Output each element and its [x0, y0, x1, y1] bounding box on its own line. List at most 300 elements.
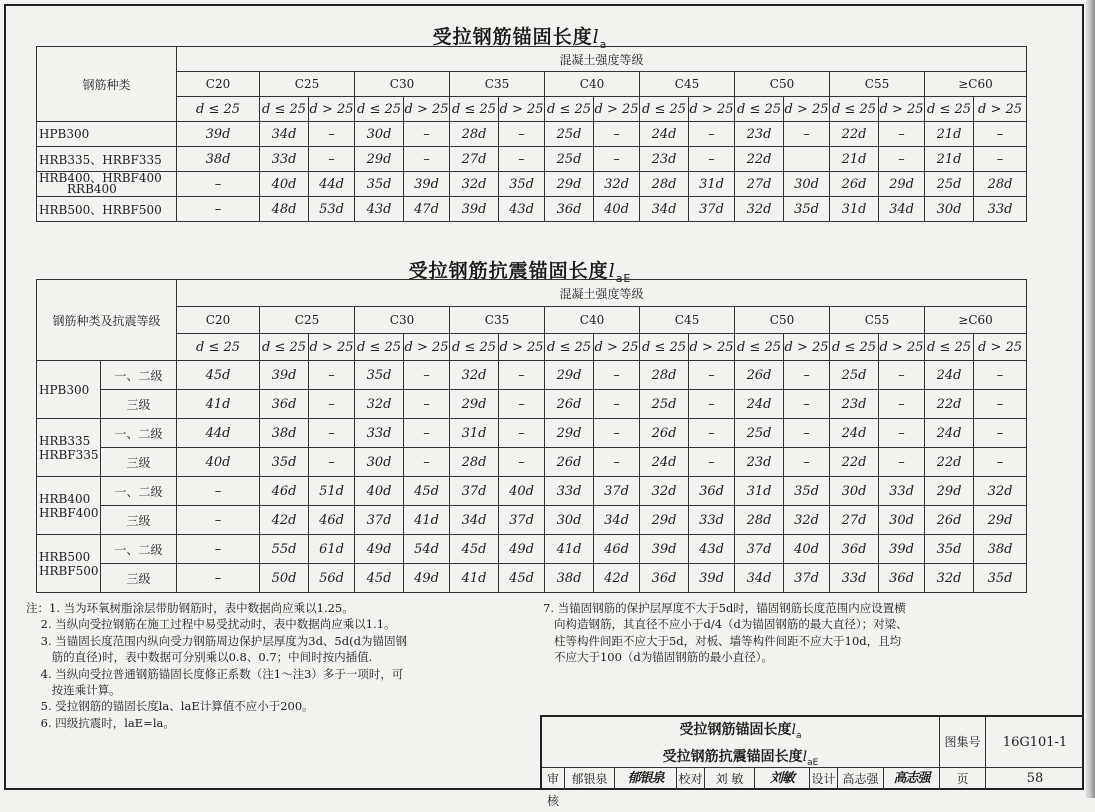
sub-header-le: d ≤ 25 [545, 334, 594, 361]
table-row [37, 390, 1027, 419]
table-cell: – [499, 147, 545, 172]
grade-header: C35 [450, 72, 545, 97]
design-label: 设计 [810, 768, 838, 790]
table-cell: 41d [404, 506, 450, 535]
steel-type-line: HRB400、HRBF400 [39, 171, 162, 185]
table-cell: 35d [925, 535, 974, 564]
table-row [37, 147, 1027, 172]
table-cell: 33d [545, 477, 594, 506]
table-cell: – [689, 361, 735, 390]
table-cell: 24d [735, 390, 784, 419]
table-cell: 30d [355, 448, 404, 477]
sub-header-gt: d > 25 [309, 97, 355, 122]
sub-header-le: d ≤ 25 [925, 334, 974, 361]
table-cell: 34d [450, 506, 499, 535]
note-line: 注：1. 当为环氧树脂涂层带肋钢筋时，表中数据尚应乘以1.25。 [26, 601, 354, 615]
table-cell: 37d [450, 477, 499, 506]
table-cell: – [879, 122, 925, 147]
table-cell: 31d [689, 172, 735, 197]
table-cell: 21d [925, 122, 974, 147]
table-cell: 28d [735, 506, 784, 535]
sub-header-le: d ≤ 25 [640, 97, 689, 122]
steel-type-label [37, 419, 101, 477]
table-row [37, 197, 1027, 222]
table-cell: 37d [355, 506, 404, 535]
grade-header: C20 [177, 72, 260, 97]
table-cell: 33d [974, 197, 1027, 222]
table-cell: 36d [689, 477, 735, 506]
note-line: 3. 当锚固长度范围内纵向受力钢筋周边保护层厚度为3d、5d(d为锚固钢 [26, 633, 407, 648]
table-cell: 29d [545, 172, 594, 197]
steel-type-label [37, 361, 101, 419]
table-row [37, 361, 1027, 390]
table-cell: 42d [260, 506, 309, 535]
table-cell: – [404, 419, 450, 448]
table-cell: – [974, 390, 1027, 419]
reviewer-signature: 郁银泉 [615, 768, 677, 790]
note-line: 4. 当纵向受拉普通钢筋锚固长度修正系数（注1～注3）多于一项时，可 [26, 666, 404, 681]
table-cell: 23d [640, 147, 689, 172]
table-cell: 55d [260, 535, 309, 564]
title-block [540, 715, 1084, 808]
table-cell: – [784, 122, 830, 147]
table-cell: 35d [499, 172, 545, 197]
steel-type-label [37, 172, 177, 197]
table-cell: – [177, 197, 260, 222]
table-cell: 53d [309, 197, 355, 222]
table-cell: 26d [545, 390, 594, 419]
check-label: 校对 [677, 768, 705, 790]
note-line: 向构造钢筋，其直径不应小于d/4（d为锚固钢筋的最大直径）；对梁、 [543, 617, 908, 632]
table-cell: 25d [830, 361, 879, 390]
sub-header-gt: d > 25 [689, 334, 735, 361]
sub-header-gt: d > 25 [784, 334, 830, 361]
grade-header: C40 [545, 307, 640, 334]
table-cell: – [177, 535, 260, 564]
seismic-level-label: 一、二级 [101, 477, 177, 506]
table-cell: 39d [260, 361, 309, 390]
grade-header: C45 [640, 307, 735, 334]
steel-type-line: HRBF335 [39, 447, 99, 462]
table-cell: 27d [450, 147, 499, 172]
grade-header: C30 [355, 72, 450, 97]
table-cell: 39d [404, 172, 450, 197]
table-cell: 35d [355, 172, 404, 197]
table-cell: – [784, 419, 830, 448]
table-cell: – [784, 448, 830, 477]
table1-title: 受拉钢筋锚固长度$l_a$ [432, 26, 608, 51]
table-cell: 27d [830, 506, 879, 535]
table-cell: 22d [830, 122, 879, 147]
table-cell: 61d [309, 535, 355, 564]
grade-header: C35 [450, 307, 545, 334]
table-cell: 28d [450, 448, 499, 477]
table-cell [784, 147, 830, 172]
table-row [37, 448, 1027, 477]
table-cell: 29d [974, 506, 1027, 535]
table-cell: 25d [640, 390, 689, 419]
table-cell: 38d [974, 535, 1027, 564]
grade-header: C45 [640, 72, 735, 97]
grade-header: C25 [260, 72, 355, 97]
steel-type-line: HRBF400 [39, 505, 99, 520]
table-cell: – [309, 122, 355, 147]
sub-header-le: d ≤ 25 [545, 97, 594, 122]
table-cell: – [499, 361, 545, 390]
table-cell: 29d [450, 390, 499, 419]
table-cell: 34d [735, 564, 784, 593]
table-cell: – [594, 448, 640, 477]
table-cell: 32d [640, 477, 689, 506]
table-cell: 33d [355, 419, 404, 448]
table-cell: – [879, 147, 925, 172]
table-cell: 28d [640, 172, 689, 197]
seismic-level-label: 三级 [101, 506, 177, 535]
table-cell: 35d [784, 197, 830, 222]
sub-header-le: d ≤ 25 [260, 334, 309, 361]
table-cell: 45d [355, 564, 404, 593]
table-cell: – [404, 122, 450, 147]
grade-header: C50 [735, 307, 830, 334]
table-cell: – [499, 390, 545, 419]
table-cell: – [689, 419, 735, 448]
steel-type-label [37, 535, 101, 593]
table-cell: 26d [925, 506, 974, 535]
table-row [37, 172, 1027, 197]
table-cell: 29d [925, 477, 974, 506]
table-cell: 38d [545, 564, 594, 593]
grade-header: C25 [260, 307, 355, 334]
sub-header-gt: d > 25 [309, 334, 355, 361]
steel-type-line: HPB300 [39, 382, 90, 397]
table-cell: 24d [640, 122, 689, 147]
table-cell: 28d [974, 172, 1027, 197]
table-cell: 46d [309, 506, 355, 535]
note-line: 柱等构件间距不应大于5d，对板、墙等构件间距不应大于10d，且均 [543, 633, 902, 648]
table-cell: – [689, 390, 735, 419]
table-cell: 32d [355, 390, 404, 419]
seismic-level-label: 三级 [101, 564, 177, 593]
table-cell: 25d [545, 122, 594, 147]
table-cell: 26d [545, 448, 594, 477]
sub-header-gt: d > 25 [879, 334, 925, 361]
table-cell: 41d [545, 535, 594, 564]
table-cell: – [594, 147, 640, 172]
sub-header-gt: d > 25 [594, 97, 640, 122]
note-line: 5. 受拉钢筋的锚固长度la、laE计算值不应小于200。 [26, 699, 314, 714]
table-cell: 33d [260, 147, 309, 172]
table-cell: – [784, 390, 830, 419]
table-cell: 23d [735, 448, 784, 477]
table-cell: 30d [545, 506, 594, 535]
note-line: 筋的直径)时，表中数据可分别乘以0.8、0.7；中间时按内插值. [26, 650, 373, 665]
anchorage-length-table [36, 46, 1027, 222]
sub-header-gt: d > 25 [784, 97, 830, 122]
table-cell: – [309, 147, 355, 172]
table-cell: – [499, 122, 545, 147]
row-header: 钢筋种类 [37, 47, 177, 122]
table-cell: 29d [545, 419, 594, 448]
designer-signature: 高志强 [884, 768, 940, 790]
table-cell: 56d [309, 564, 355, 593]
table-cell: 27d [735, 172, 784, 197]
table-cell: 37d [689, 197, 735, 222]
table-cell: – [404, 448, 450, 477]
table-cell: 41d [450, 564, 499, 593]
table-cell: 29d [355, 147, 404, 172]
page-edge-shadow [1086, 0, 1095, 798]
table-cell: 25d [925, 172, 974, 197]
table-cell: 32d [450, 361, 499, 390]
table-cell: 41d [177, 390, 260, 419]
sub-header-le: d ≤ 25 [260, 97, 309, 122]
table-cell: – [689, 147, 735, 172]
table-cell: 23d [830, 390, 879, 419]
table-cell: – [404, 147, 450, 172]
steel-type-line: HRB500 [39, 549, 91, 564]
sub-header-gt: d > 25 [499, 97, 545, 122]
table-cell: – [594, 122, 640, 147]
table-cell: 49d [404, 564, 450, 593]
table-cell: 40d [260, 172, 309, 197]
table-cell: 30d [879, 506, 925, 535]
sub-header-le: d ≤ 25 [450, 334, 499, 361]
table-cell: – [689, 122, 735, 147]
table2-title: 受拉钢筋抗震锚固长度$l_{aE}$ [408, 260, 632, 285]
table-cell: 23d [735, 122, 784, 147]
note-line: 不应大于100（d为锚固钢筋的最小直径）。 [543, 650, 774, 665]
grade-header: C20 [177, 307, 260, 334]
table-cell: 37d [784, 564, 830, 593]
table-cell: 37d [735, 535, 784, 564]
table-cell: – [974, 448, 1027, 477]
sub-header-gt: d > 25 [879, 97, 925, 122]
table-cell: – [974, 147, 1027, 172]
note-line: 按连乘计算。 [26, 683, 121, 698]
table-cell: 22d [735, 147, 784, 172]
table-row [37, 564, 1027, 593]
table-cell: – [974, 419, 1027, 448]
table-cell: 36d [879, 564, 925, 593]
table-cell: 24d [640, 448, 689, 477]
notes-right [543, 600, 908, 666]
table-cell: 40d [499, 477, 545, 506]
seismic-anchorage-length-table [36, 279, 1027, 593]
sub-header-gt: d > 25 [594, 334, 640, 361]
table-cell: 32d [974, 477, 1027, 506]
table-cell: 32d [925, 564, 974, 593]
table-cell: 46d [260, 477, 309, 506]
sub-header-le: d ≤ 25 [355, 97, 404, 122]
table-cell: 51d [309, 477, 355, 506]
table-cell: 44d [309, 172, 355, 197]
table-cell: 28d [450, 122, 499, 147]
steel-type-label: HRB500、HRBF500 [37, 197, 177, 222]
table-cell: 37d [594, 477, 640, 506]
table-row [37, 535, 1027, 564]
table-cell: 39d [177, 122, 260, 147]
table-cell: – [404, 361, 450, 390]
checker-signature: 刘敏 [755, 768, 810, 790]
note-line: 2. 当纵向受拉钢筋在施工过程中易受扰动时，表中数据尚应乘以1.1。 [26, 617, 396, 632]
sub-header-le: d ≤ 25 [735, 97, 784, 122]
table-cell: 24d [830, 419, 879, 448]
table-cell: 30d [784, 172, 830, 197]
table-row [37, 122, 1027, 147]
table-cell: 39d [689, 564, 735, 593]
table-cell: 49d [499, 535, 545, 564]
table-cell: 26d [735, 361, 784, 390]
sub-header-gt: d > 25 [404, 334, 450, 361]
table-cell: – [974, 122, 1027, 147]
table-cell: 26d [830, 172, 879, 197]
seismic-level-label: 三级 [101, 390, 177, 419]
page-number: 58 [1026, 771, 1044, 786]
table-cell: 34d [260, 122, 309, 147]
table-cell: – [404, 390, 450, 419]
table-cell: 25d [545, 147, 594, 172]
table-cell: 30d [355, 122, 404, 147]
sub-header-le: d ≤ 25 [177, 334, 260, 361]
table-cell: 31d [735, 477, 784, 506]
table-cell: 36d [260, 390, 309, 419]
seismic-level-label: 一、二级 [101, 419, 177, 448]
sub-header-le: d ≤ 25 [640, 334, 689, 361]
steel-type-label [37, 477, 101, 535]
table-cell: 31d [830, 197, 879, 222]
table-cell: 43d [355, 197, 404, 222]
table-cell: – [177, 172, 260, 197]
table-cell: 43d [689, 535, 735, 564]
table-cell: 45d [499, 564, 545, 593]
row-header: 钢筋种类及抗震等级 [37, 280, 177, 361]
table-cell: 32d [735, 197, 784, 222]
table-cell: 21d [925, 147, 974, 172]
sub-header-gt: d > 25 [974, 334, 1027, 361]
table-cell: 40d [177, 448, 260, 477]
table-cell: 21d [830, 147, 879, 172]
table-cell: – [177, 477, 260, 506]
sub-header-gt: d > 25 [689, 97, 735, 122]
table-cell: – [177, 564, 260, 593]
table-cell: 50d [260, 564, 309, 593]
table-cell: – [879, 448, 925, 477]
table-cell: 40d [355, 477, 404, 506]
table-cell: 31d [450, 419, 499, 448]
table-cell: 48d [260, 197, 309, 222]
table-cell: 32d [594, 172, 640, 197]
concrete-grade-header: 混凝土强度等级 [177, 280, 1027, 307]
table-cell: – [309, 419, 355, 448]
table-cell: 38d [260, 419, 309, 448]
table-cell: 25d [735, 419, 784, 448]
table-cell: 34d [640, 197, 689, 222]
sub-header-gt: d > 25 [974, 97, 1027, 122]
table-cell: 43d [499, 197, 545, 222]
sub-header-gt: d > 25 [404, 97, 450, 122]
table-cell: 29d [640, 506, 689, 535]
title-block-title: 受拉钢筋锚固长度$l_a$ 受拉钢筋抗震锚固长度$l_{aE}$ [542, 717, 940, 768]
atlas-number: 16G101-1 [986, 717, 1084, 768]
atlas-label: 图集号 [940, 717, 986, 768]
table-cell: 22d [925, 390, 974, 419]
table-cell: 33d [879, 477, 925, 506]
table-cell: – [879, 361, 925, 390]
table-cell: 30d [830, 477, 879, 506]
table-cell: 36d [640, 564, 689, 593]
grade-header: ≥C60 [925, 72, 1027, 97]
designer-name: 高志强 [838, 768, 884, 790]
table-cell: – [309, 361, 355, 390]
sub-header-le: d ≤ 25 [925, 97, 974, 122]
table-cell: 35d [355, 361, 404, 390]
table-cell: 46d [594, 535, 640, 564]
table-cell: 49d [355, 535, 404, 564]
table-cell: – [974, 361, 1027, 390]
table-cell: 33d [830, 564, 879, 593]
checker-name: 刘 敏 [705, 768, 755, 790]
table-cell: – [594, 361, 640, 390]
steel-type-label: HRB335、HRBF335 [37, 147, 177, 172]
reviewer-name: 郁银泉 [565, 768, 615, 790]
table-cell: 33d [689, 506, 735, 535]
table-cell: 36d [830, 535, 879, 564]
table-cell: 34d [879, 197, 925, 222]
table-cell: 22d [925, 448, 974, 477]
table-cell: 30d [925, 197, 974, 222]
sub-header-gt: d > 25 [499, 334, 545, 361]
table-cell: 39d [640, 535, 689, 564]
table-cell: 29d [879, 172, 925, 197]
table-cell: 38d [177, 147, 260, 172]
steel-type-line: HRB335 [39, 433, 91, 448]
table-cell: 29d [545, 361, 594, 390]
table-cell: 44d [177, 419, 260, 448]
grade-header: ≥C60 [925, 307, 1027, 334]
note-line: 6. 四级抗震时，laE=la。 [26, 715, 175, 730]
table-cell: – [309, 448, 355, 477]
seismic-level-label: 一、二级 [101, 535, 177, 564]
table-cell: 35d [974, 564, 1027, 593]
table-cell: – [879, 390, 925, 419]
table-cell: 45d [450, 535, 499, 564]
table-cell: – [499, 448, 545, 477]
page-label: 页 [940, 768, 986, 790]
table-cell: 39d [450, 197, 499, 222]
sub-header-le: d ≤ 25 [830, 97, 879, 122]
steel-type-line: RRB400 [67, 182, 117, 196]
table-row [37, 477, 1027, 506]
table-cell: 37d [499, 506, 545, 535]
table-cell: 39d [879, 535, 925, 564]
table-cell: 42d [594, 564, 640, 593]
notes-left [26, 600, 407, 731]
table-cell: – [177, 506, 260, 535]
table-cell: 45d [404, 477, 450, 506]
table-row [37, 506, 1027, 535]
table-cell: 28d [640, 361, 689, 390]
table-cell: – [594, 390, 640, 419]
table-cell: 24d [925, 419, 974, 448]
table-cell: 54d [404, 535, 450, 564]
steel-type-line: HRBF500 [39, 563, 99, 578]
table-cell: 45d [177, 361, 260, 390]
sub-header-le: d ≤ 25 [177, 97, 260, 122]
table-cell: 24d [925, 361, 974, 390]
steel-type-line: HRB400 [39, 491, 91, 506]
note-line: 7. 当锚固钢筋的保护层厚度不大于5d时，锚固钢筋长度范围内应设置横 [543, 601, 906, 615]
table-cell: – [499, 419, 545, 448]
